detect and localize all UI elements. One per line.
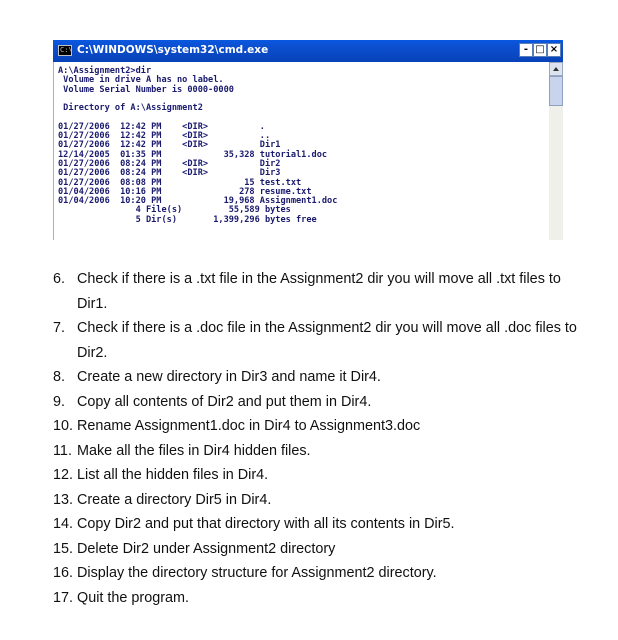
console-output[interactable]: [53, 62, 547, 240]
list-item: [53, 512, 573, 537]
console-line: 01/27/2006 12:42 PM <DIR> Dir1: [58, 140, 281, 151]
item-text: Display the directory structure for Assignment2 directory.: [77, 565, 437, 581]
item-text: Copy all contents of Dir2 and put them in Dir4.: [77, 393, 372, 410]
item-number: 16.: [53, 565, 74, 581]
list-item: [53, 365, 573, 390]
item-number: 14.: [53, 516, 74, 532]
list-item: [53, 439, 573, 464]
minimize-button[interactable]: -: [519, 43, 533, 57]
item-number: 15.: [53, 540, 74, 557]
console-line: 12/14/2005 01:35 PM 35,328 tutorial1.doc: [58, 149, 328, 160]
item-text: Check if there is a .doc file in the Assignment2 dir you will move all .doc files to Dir2.: [77, 320, 577, 361]
item-number: 7.: [53, 320, 66, 336]
console-line: 01/04/2006 10:16 PM 278 resume.txt: [58, 186, 312, 197]
item-number: 10.: [53, 418, 74, 434]
item-text: Copy Dir2 and put that directory with all its contents in Dir5.: [77, 516, 455, 532]
instruction-list: [53, 267, 577, 610]
close-button[interactable]: ×: [547, 43, 561, 57]
console-line: Volume in drive A has no label.: [58, 75, 224, 86]
maximize-button[interactable]: □: [533, 43, 547, 57]
item-number: 17.: [53, 589, 74, 606]
item-number: 9.: [53, 393, 66, 410]
item-text: List all the hidden files in Dir4.: [77, 467, 269, 483]
scroll-thumb[interactable]: [549, 76, 563, 106]
console-line: 4 File(s) 55,589 bytes: [58, 205, 291, 216]
console-line: Volume Serial Number is 0000-0000: [58, 84, 234, 95]
console-line: 01/27/2006 08:24 PM <DIR> Dir2: [58, 158, 281, 169]
list-item: [53, 537, 573, 562]
item-number: 11.: [53, 442, 72, 459]
item-text: Rename Assignment1.doc in Dir4 to Assignment3.doc: [77, 418, 421, 434]
console-line: 01/04/2006 10:20 PM 19,968 Assignment1.doc: [58, 196, 338, 207]
list-item: [53, 561, 573, 586]
item-text: Quit the program.: [77, 589, 189, 606]
window-title: C:\WINDOWS\system32\cmd.exe: [77, 44, 269, 56]
scroll-up-arrow-icon[interactable]: [549, 62, 563, 76]
list-item: [53, 488, 573, 513]
item-text: Create a new directory in Dir3 and name it Dir4.: [77, 369, 381, 385]
console-line: 01/27/2006 12:42 PM <DIR> ..: [58, 131, 271, 142]
cmd-app-icon: C:\: [60, 46, 73, 54]
item-text: Make all the files in Dir4 hidden files.: [77, 442, 311, 459]
list-item: [53, 586, 573, 611]
title-bar[interactable]: [53, 40, 563, 62]
item-text: Create a directory Dir5 in Dir4.: [77, 491, 272, 508]
console-line: 01/27/2006 08:08 PM 15 test.txt: [58, 177, 302, 188]
item-number: 6.: [53, 271, 66, 287]
item-text: Check if there is a .txt file in the Assignment2 dir you will move all .txt files to Dir1.: [77, 271, 561, 312]
list-item: [53, 414, 573, 439]
console-line: 01/27/2006 12:42 PM <DIR> .: [58, 121, 265, 132]
item-number: 8.: [53, 369, 66, 385]
console-line: Directory of A:\Assignment2: [58, 103, 203, 114]
vertical-scrollbar[interactable]: [549, 62, 563, 240]
console-line: 5 Dir(s) 1,399,296 bytes free: [58, 214, 317, 225]
list-item: [53, 463, 573, 488]
item-number: 13.: [53, 491, 74, 508]
console-line: 01/27/2006 08:24 PM <DIR> Dir3: [58, 168, 281, 179]
cmd-window: [53, 40, 563, 240]
console-line: A:\Assignment2>dir: [58, 66, 152, 76]
item-text: Delete Dir2 under Assignment2 directory: [77, 540, 336, 557]
item-number: 12.: [53, 467, 74, 483]
list-item: [53, 390, 573, 415]
list-item: [53, 316, 577, 365]
list-item: [53, 267, 573, 316]
